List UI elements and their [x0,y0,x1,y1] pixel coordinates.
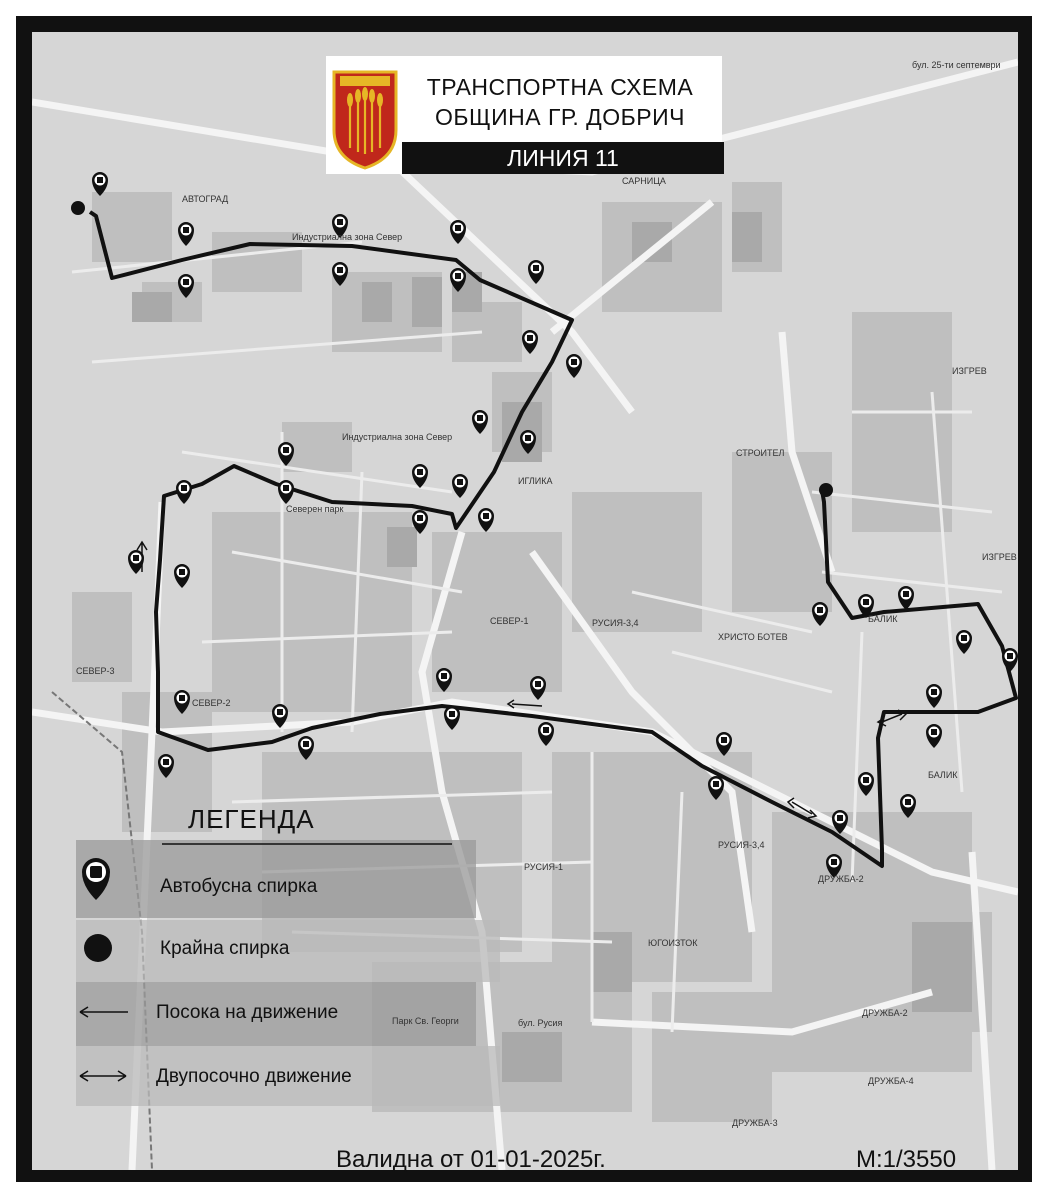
bus-stop-icon[interactable] [450,220,466,244]
legend-terminal-icon [84,934,112,962]
terminal-stop-east[interactable] [819,483,833,497]
label-sarnitsa: САРНИЦА [622,176,666,186]
label-yugoiztok: ЮГОИЗТОК [648,938,698,948]
bus-stop-icon[interactable] [472,410,488,434]
label-sever-2: СЕВЕР-2 [192,698,231,708]
bus-stop-icon[interactable] [176,480,192,504]
legend-terminal-label: Крайна спирка [160,938,290,959]
label-blvd-25-september: бул. 25-ти септември [912,60,1001,70]
label-druzhba-4: ДРУЖБА-4 [868,1076,914,1086]
bus-stop-icon[interactable] [956,630,972,654]
legend-heading: ЛЕГЕНДА [188,804,315,834]
label-hristo-botev: ХРИСТО БОТЕВ [718,632,788,642]
bus-stop-icon[interactable] [528,260,544,284]
label-rusia-3-4: РУСИЯ-3,4 [592,618,639,628]
label-balik-2: БАЛИК [928,770,958,780]
label-sever-park: Северен парк [286,504,344,514]
bus-stop-icon[interactable] [812,602,828,626]
label-blvd-russe: бул. Русия [518,1018,563,1028]
label-park: Парк Св. Георги [392,1016,459,1026]
label-industrial-zone-north-2: Индустриална зона Север [342,432,453,442]
bus-stop-icon[interactable] [530,676,546,700]
bus-stop-icon[interactable] [926,724,942,748]
legend-direction-label: Посока на движение [156,1002,339,1023]
bus-stop-icon[interactable] [478,508,494,532]
terminal-stop-west[interactable] [71,201,85,215]
bus-stop-icon[interactable] [566,354,582,378]
label-iglika: ИГЛИКА [518,476,553,486]
bus-stop-icon[interactable] [444,706,460,730]
label-druzhba-2: ДРУЖБА-2 [818,874,864,884]
bus-stop-icon[interactable] [898,586,914,610]
bus-stop-icon[interactable] [858,772,874,796]
label-izgrev: ИЗГРЕВ [952,366,987,376]
bus-stop-icon[interactable] [452,474,468,498]
label-sever-1: СЕВЕР-1 [490,616,529,626]
bus-stop-icon[interactable] [1002,648,1018,672]
bus-stop-icon[interactable] [412,464,428,488]
label-druzhba-3: ДРУЖБА-3 [732,1118,778,1128]
label-izgrev-2: ИЗГРЕВ [982,552,1017,562]
bus-stop-icon[interactable] [522,330,538,354]
title-line-2: ОБЩИНА ГР. ДОБРИЧ [435,104,685,130]
route-name-bar: ЛИНИЯ 11 [402,142,724,174]
label-druzhba-2-b: ДРУЖБА-2 [862,1008,908,1018]
bus-stop-icon[interactable] [178,222,194,246]
dobrich-coat-of-arms [330,60,400,170]
label-avtograd: АВТОГРАД [182,194,229,204]
label-rusia-1: РУСИЯ-1 [524,862,563,872]
label-sever-3: СЕВЕР-3 [76,666,115,676]
label-stroitel: СТРОИТЕЛ [736,448,785,458]
title-line-1: ТРАНСПОРТНА СХЕМА [426,74,694,100]
label-industrial-zone-north: Индустриална зона Север [292,232,403,242]
legend-two-way-label: Двупосочно движение [156,1066,352,1087]
bus-stop-icon[interactable] [174,564,190,588]
map-svg [32,32,1018,1170]
bus-stop-icon[interactable] [278,480,294,504]
valid-from-text: Валидна от 01-01-2025г. [336,1146,606,1173]
bus-stop-icon[interactable] [926,684,942,708]
legend-bus-stop-label: Автобусна спирка [160,876,318,897]
scale-text: М:1/3550 [856,1146,957,1173]
label-balik: БАЛИК [868,614,898,624]
map-canvas[interactable] [32,32,1018,1170]
label-rusia-3-4-b: РУСИЯ-3,4 [718,840,765,850]
bus-stop-icon[interactable] [538,722,554,746]
